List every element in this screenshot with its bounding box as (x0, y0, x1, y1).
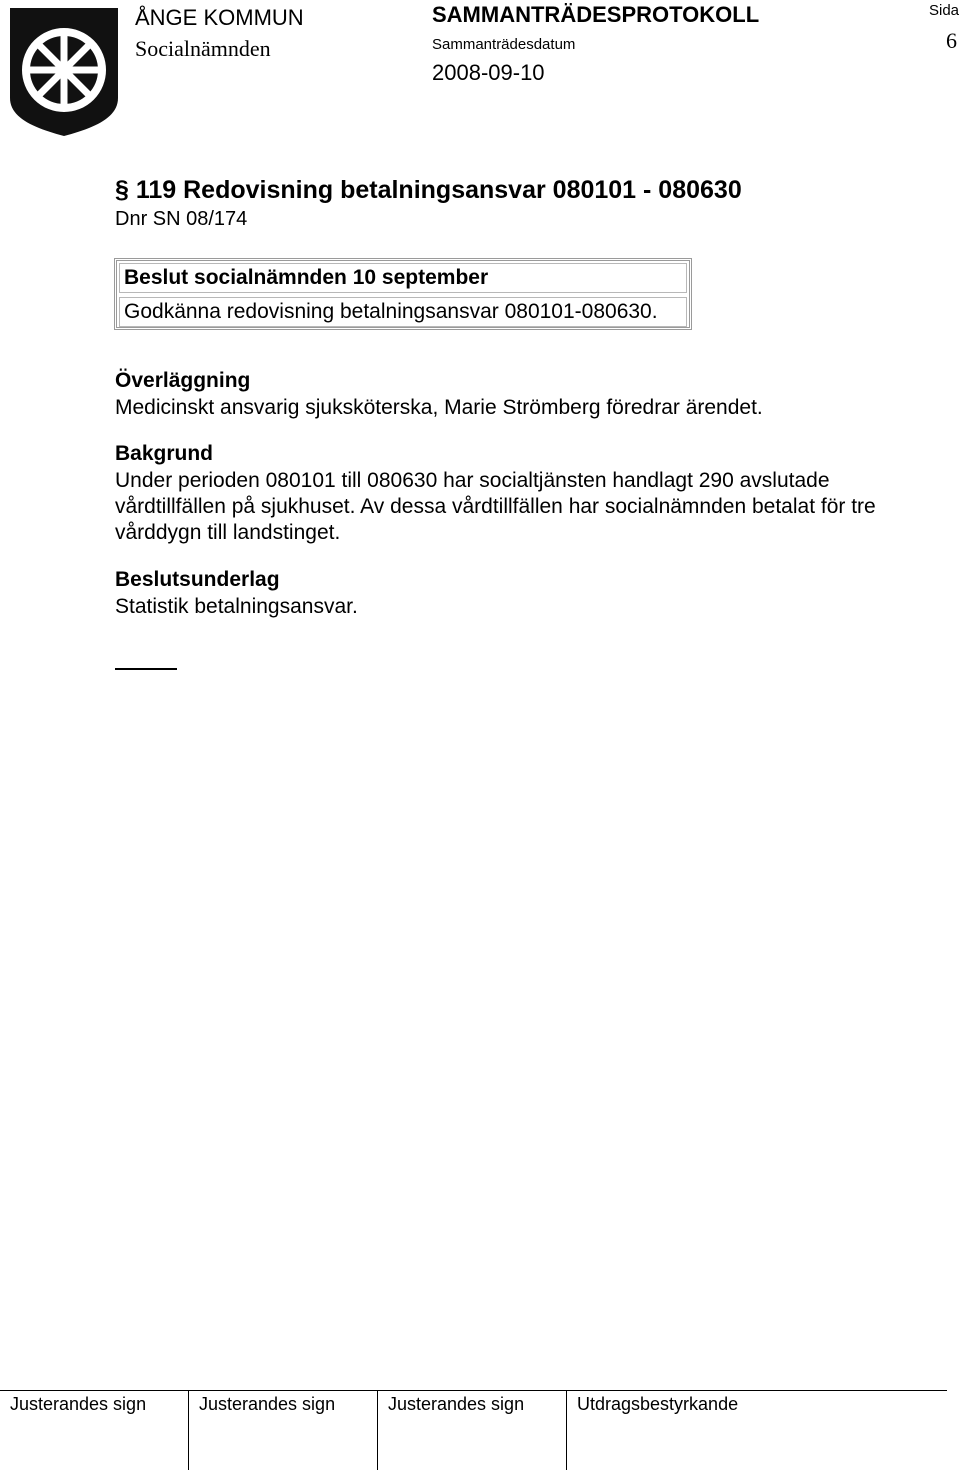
page-number: 6 (946, 28, 957, 53)
decision-box (114, 258, 692, 330)
meeting-date-label: Sammanträdesdatum (432, 36, 576, 53)
footer-cell-signature-1: Justerandes sign (0, 1391, 189, 1470)
deliberation-heading: Överläggning (115, 369, 251, 392)
organization-name: ÅNGE KOMMUN (135, 5, 304, 30)
section-title: § 119 Redovisning betalningsansvar 080101 - 080630 (115, 176, 742, 204)
department-name: Socialnämnden (135, 36, 271, 61)
footer-cell-signature-3: Justerandes sign (378, 1391, 567, 1470)
background-heading: Bakgrund (115, 442, 214, 465)
case-number: Dnr SN 08/174 (115, 208, 248, 230)
footer-cell-signature-2: Justerandes sign (189, 1391, 378, 1470)
basis-heading: Beslutsunderlag (115, 568, 280, 591)
background-text: Under perioden 080101 till 080630 har socialtjänsten handlagt 290 avslutade vårdtillfällen på sjukhuset. Av dessa vårdtillfällen har socialnämnden betalat för tre vårddygn till landstinget. (115, 469, 876, 544)
decision-heading: Beslut socialnämnden 10 september (119, 263, 687, 293)
decision-text: Godkänna redovisning betalningsansvar 080101-080630. (119, 297, 687, 327)
basis-text: Statistik betalningsansvar. (115, 595, 358, 618)
signature-footer (0, 1390, 947, 1470)
document-title: SAMMANTRÄDESPROTOKOLL (432, 2, 760, 27)
coat-of-arms-logo-icon (6, 6, 122, 138)
separator-rule (115, 668, 177, 670)
page-label: Sida (929, 2, 960, 19)
deliberation-text: Medicinskt ansvarig sjuksköterska, Marie Strömberg föredrar ärendet. (115, 396, 763, 419)
meeting-date-value: 2008-09-10 (432, 60, 545, 85)
footer-cell-certification: Utdragsbestyrkande (577, 1394, 739, 1414)
